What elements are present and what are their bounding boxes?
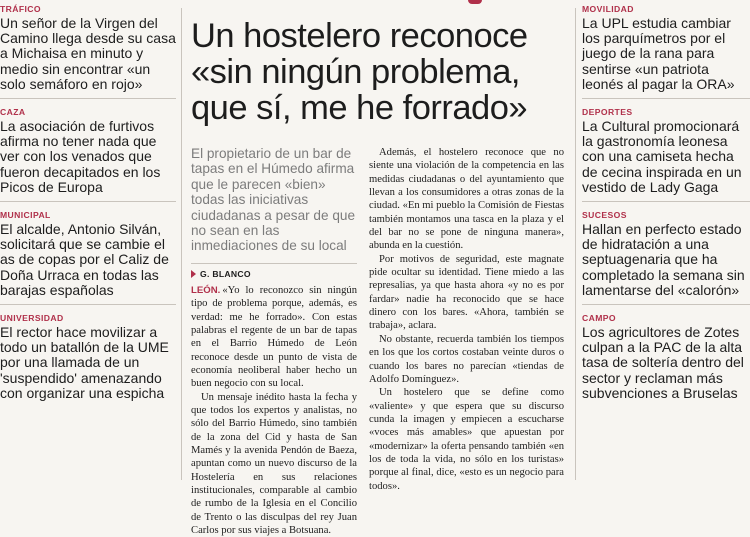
article-dateline: LEÓN. <box>191 284 221 296</box>
brief-item[interactable] <box>582 313 750 407</box>
brief-item[interactable] <box>582 210 750 305</box>
byline-author: G. BLANCO <box>200 268 251 279</box>
brief-item[interactable] <box>0 313 176 407</box>
article-byline <box>191 263 357 279</box>
brief-kicker: TRÁFICO <box>0 4 41 14</box>
column-divider <box>575 8 576 480</box>
brief-kicker: CAZA <box>0 107 26 118</box>
brief-item[interactable] <box>0 210 176 305</box>
brief-text: El rector hace movilizar a todo un batallón de la UME por una llamada de un 'suspendido' amenazando con organizar una espicha <box>0 324 169 401</box>
brief-item[interactable] <box>0 0 176 99</box>
brief-text: La asociación de furtivos afirma no tener nada que ver con los venados que fueron decapitados en los Picos de Europa <box>0 118 161 195</box>
article-paragraph: «Yo lo reconozco sin ningún tipo de problema porque, además, es verdad: me he forrado». Con estas palabras el regente de un bar de tapas en el Barrio Húmedo de León reconoce desde un punto de vista de economía neoliberal haber hecho un buen negocio con su local. <box>191 284 357 390</box>
brief-text: Un señor de la Virgen del Camino llega desde su casa a Michaisa en minuto y medio sin encontrar «un solo semáforo en rojo» <box>0 15 176 92</box>
brief-kicker: DEPORTES <box>582 107 633 118</box>
article-paragraph: No obstante, recuerda también los tiempos en los que los cortos costaban veinte duros o cuando los bares no parecían «tiendas de Adolfo Domínguez». <box>369 333 564 385</box>
brief-text: La Cultural promocionará la gastronomía leonesa con una camiseta hecha de cecina inspirada en un vestido de Lady Gaga <box>582 118 742 195</box>
brief-text: Los agricultores de Zotes culpan a la PAC de la alta tasa de soltería dentro del sector y reclaman más subvenciones a Bruselas <box>582 324 744 401</box>
brief-item[interactable] <box>582 107 750 202</box>
column-divider <box>181 8 182 480</box>
brief-kicker: MUNICIPAL <box>0 210 51 221</box>
brief-kicker: SUCESOS <box>582 210 627 221</box>
left-briefs-column <box>0 0 176 415</box>
article-paragraph: Por motivos de seguridad, este magnate pide ocultar su identidad. Tiene miedo a las represalias, ya que hasta ahora «y no es por fardar» nadie ha reconocido que se hace dinero con los bares. «Ahora, también se trabaja», aclara. <box>369 253 564 332</box>
byline-arrow-icon <box>191 270 196 278</box>
brief-text: El alcalde, Antonio Silván, solicitará que se cambie el as de copas por el Caliz de Doña Urraca en todas las barajas españolas <box>0 221 169 298</box>
brief-item[interactable] <box>0 107 176 202</box>
article-paragraph: Un mensaje inédito hasta la fecha y que todos los expertos y analistas, no sólo del Barrio Húmedo, sino también de la zona del Cid y hasta de San Mamés y la avenida Pendón de Baeza, apuntan como un nuevo discurso de la Hostelería en sus relaciones institucionales, comparable al cambio de rumbo de la Iglesia en el Concilio de Trento o las disculpas del rey Juan Carlos por sus viajes a Botsuana. <box>191 391 357 537</box>
brief-item[interactable] <box>582 0 750 99</box>
article-standfirst: El propietario de un bar de tapas en el Húmedo afirma que le parecen «bien» todas las iniciativas ciudadanas a pesar de que no sean en las inmediaciones de su local <box>191 146 356 254</box>
article-column-2 <box>369 146 564 493</box>
article-headline[interactable]: Un hostelero reconoce «sin ningún problema, que sí, me he forrado» <box>191 17 528 127</box>
article-column-1 <box>191 146 357 537</box>
brief-kicker: UNIVERSIDAD <box>0 313 64 324</box>
article-paragraph: Además, el hostelero reconoce que no siente una violación de la competencia en las medidas ciudadanas o del ayuntamiento que llevan a los consumidores a otras zonas de la ciudad. «En mi pueblo la Comisión de Fiestas también montamos una tasca en la plaza y el del bar no se pone de ninguna manera», abunda en la cuestión. <box>369 147 564 252</box>
main-article <box>187 0 568 537</box>
brief-kicker: MOVILIDAD <box>582 4 634 14</box>
right-briefs-column <box>582 0 750 415</box>
article-paragraph: Un hostelero que se define como «valiente» y que espera que su discurso cunda la imagen y empiecen a escucharse «voces más amables» que apuestan por «modernizar» la oferta pensando también «en los de toda la vida, no sólo en los turistas» porque al final, dice, «esto es un negocio para todos». <box>369 387 564 492</box>
brief-text: La UPL estudia cambiar los parquímetros por el juego de la rana para sentirse «un patriota leonés al pagar la ORA» <box>582 15 735 92</box>
article-body-col1 <box>191 284 357 537</box>
brief-kicker: CAMPO <box>582 313 616 324</box>
brief-text: Hallan en perfecto estado de hidratación a una septuagenaria que ha completado la semana sin lamentarse del «calorón» <box>582 221 745 298</box>
